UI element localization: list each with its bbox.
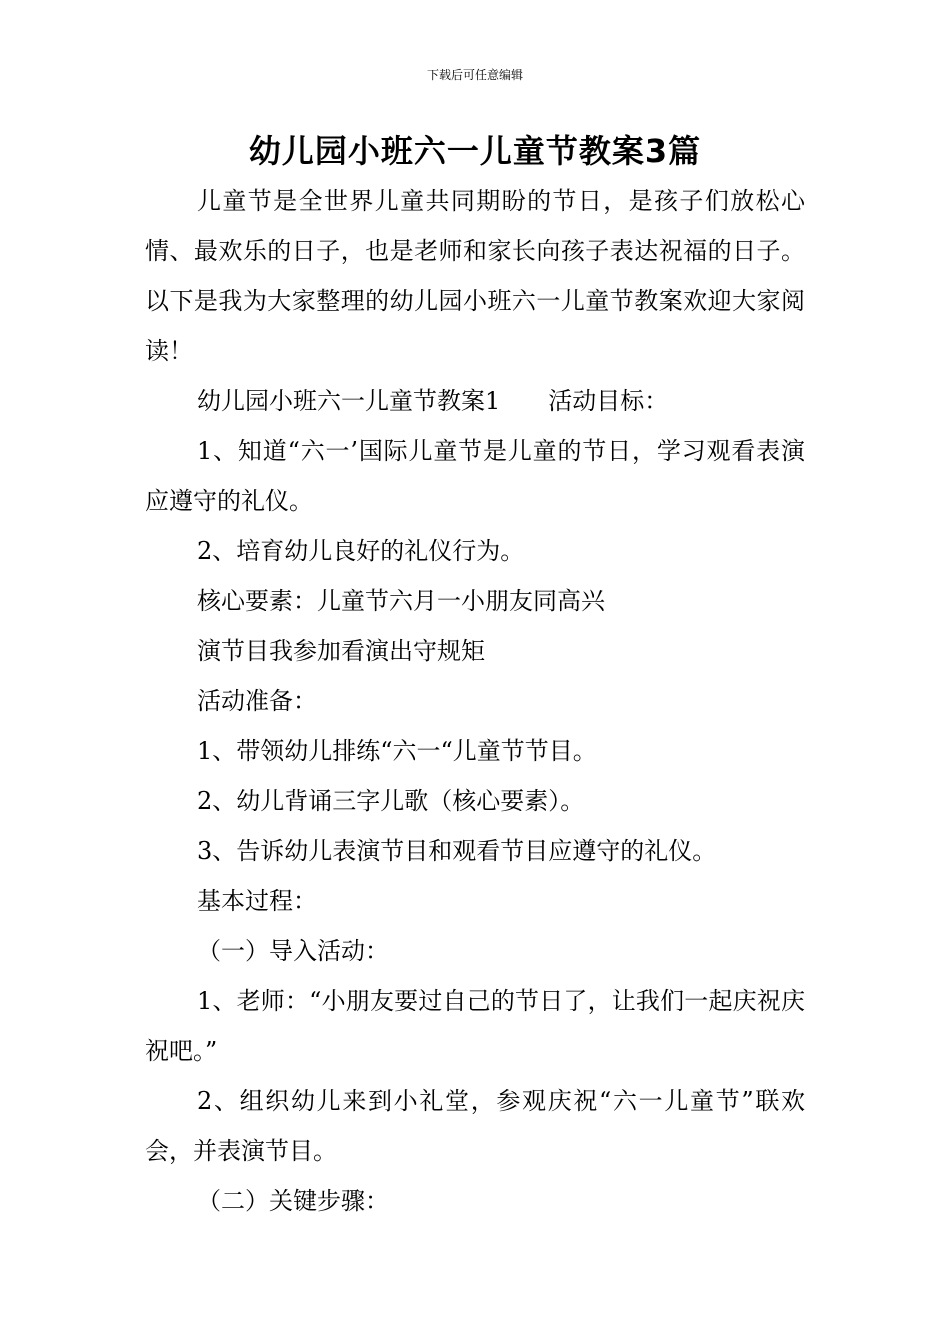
- document-title: 幼儿园小班六一儿童节教案3篇: [248, 132, 702, 170]
- page-header-note: 下载后可任意编辑: [426, 68, 523, 82]
- section-heading-2: （二）关键步骤：: [197, 1187, 389, 1215]
- goal-item-1: 1、知道“六一’国际儿童节是儿童的节日，学习观看表演应遵守的礼仪。: [145, 437, 805, 515]
- process-label: 基本过程：: [197, 887, 317, 915]
- core-elements-line-2: 演节目我参加看演出守规矩: [197, 637, 485, 665]
- goal-item-2: 2、培育幼儿良好的礼仪行为。: [197, 537, 525, 565]
- document-body: [145, 176, 805, 1226]
- preparation-item-1: 1、带领幼儿排练“六一“儿童节节目。: [197, 737, 597, 765]
- core-elements-line-1: 核心要素：儿童节六月一小朋友同高兴: [197, 587, 605, 615]
- preparation-item-2: 2、幼儿背诵三字儿歌（核心要素）。: [197, 787, 585, 815]
- goals-label: 活动目标：: [548, 387, 669, 415]
- intro-paragraph: 儿童节是全世界儿童共同期盼的节日，是孩子们放松心情、最欢乐的日子，也是老师和家长向孩子表达祝福的日子。以下是我为大家整理的幼儿园小班六一儿童节教案欢迎大家阅读！: [145, 187, 805, 365]
- process-step-1: 1、老师：“小朋友要过自己的节日了，让我们一起庆祝庆祝吧。”: [145, 987, 805, 1065]
- lesson-heading: 幼儿园小班六一儿童节教案1: [197, 387, 501, 415]
- section-heading-1: （一）导入活动：: [197, 937, 389, 965]
- preparation-label: 活动准备：: [197, 687, 317, 715]
- lesson-heading-line: [145, 376, 805, 426]
- process-step-2: 2、组织幼儿来到小礼堂，参观庆祝“六一儿童节”联欢会，并表演节目。: [145, 1087, 805, 1165]
- preparation-item-3: 3、告诉幼儿表演节目和观看节目应遵守的礼仪。: [197, 837, 717, 865]
